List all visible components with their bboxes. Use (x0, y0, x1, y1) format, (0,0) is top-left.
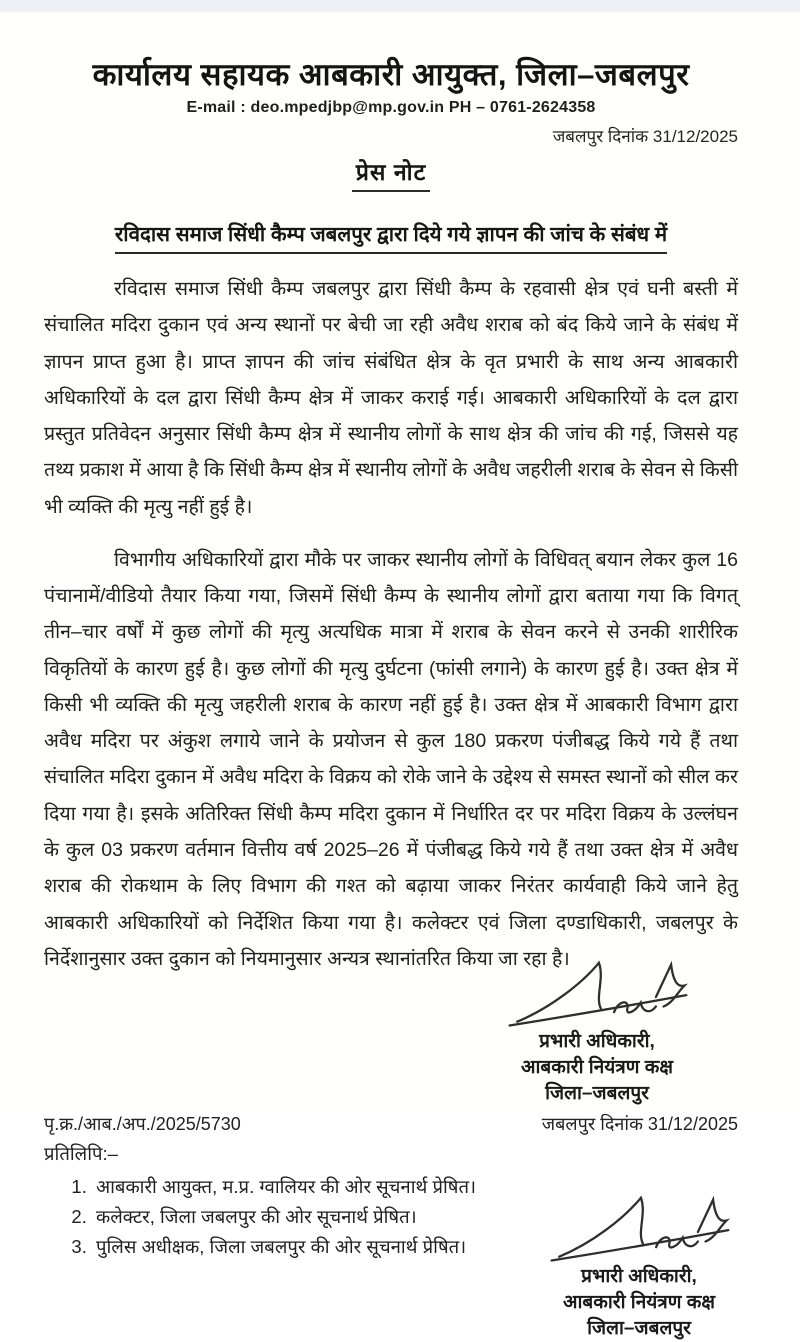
copy-list-item: 1. आबकारी आयुक्त, म.प्र. ग्वालियर की ओर सूचनार्थ प्रेषित। (92, 1172, 476, 1202)
copy-list-item: 3. पुलिस अधीक्षक, जिला जबलपुर की ओर सूचनार्थ प्रेषित। (92, 1232, 476, 1262)
office-title: कार्यालय सहायक आबकारी आयुक्त, जिला–जबलपुर (92, 57, 690, 92)
reference-row (44, 1112, 738, 1136)
body-paragraph-1: रविदास समाज सिंधी कैम्प जबलपुर द्वारा सिंधी कैम्प के रहवासी क्षेत्र एवं घनी बस्ती में संचालित मदिरा दुकान एवं अन्य स्थानों पर बेची जा रही अवैध शराब को बंद किये जाने के संबंध में ज्ञापन प्राप्त हुआ है। प्राप्त ज्ञापन की जांच संबंधित क्षेत्र के वृत प्रभारी के साथ अन्य आबकारी अधिकारियों के दल द्वारा सिंधी कैम्प क्षेत्र में जाकर कराई गई। आबकारी अधिकारियों के दल द्वारा प्रस्तुत प्रतिवेदन अनुसार सिंधी कैम्प क्षेत्र में स्थानीय लोगों के साथ क्षेत्र की जांच की गई, जिससे यह तथ्य प्रकाश में आया है कि सिंधी कैम्प क्षेत्र में स्थानीय लोगों के अवैध जहरीली शराब के सेवन से किसी भी व्यक्ति की मृत्यु नहीं हुई है। (44, 278, 738, 518)
contact-line: E-mail : deo.mpedjbp@mp.gov.in PH – 0761-2624358 (186, 99, 596, 116)
subject-heading: रविदास समाज सिंधी कैम्प जबलपुर द्वारा दिये गये ज्ञापन की जांच के संबंध में (44, 220, 738, 254)
date-line-bottom: जबलपुर दिनांक 31/12/2025 (541, 1113, 738, 1134)
copy-list-item: 2. कलेक्टर, जिला जबलपुर की ओर सूचनार्थ प्रेषित। (92, 1202, 476, 1232)
signatory-office: आबकारी नियंत्रण कक्ष (521, 1057, 673, 1079)
signature-block-1 (502, 957, 692, 1108)
copies-list (44, 1166, 476, 1262)
signatory-title: प्रभारी अधिकारी, (539, 1031, 655, 1053)
copies-label: प्रतिलिपि:– (44, 1142, 118, 1164)
bottom-row (44, 1166, 738, 1342)
doc-type-heading: प्रेस नोट (44, 155, 738, 192)
signatory-office: आबकारी नियंत्रण कक्ष (563, 1291, 715, 1313)
signatory-district: जिला–जबलपुर (587, 1318, 691, 1340)
ref-number: पृ.क्र./आब./अप./2025/5730 (44, 1113, 241, 1134)
signatory-district: जिला–जबलपुर (545, 1083, 649, 1105)
document-body (44, 271, 738, 977)
body-paragraph-2: विभागीय अधिकारियों द्वारा मौके पर जाकर स्थानीय लोगों के विधिवत् बयान लेकर कुल 16 पंचानामें/वीडियो तैयार किया गया, जिसमें सिंधी कैम्प के स्थानीय लोगों द्वारा बताया गया कि विगत् तीन–चार वर्षों में कुछ लोगों की मृत्यु अत्यधिक मात्रा में शराब के सेवन करने से उनकी शारीरिक विकृतियों के कारण हुई है। कुछ लोगों की मृत्यु दुर्घटना (फांसी लगाने) के कारण हुई है। उक्त क्षेत्र में किसी भी व्यक्ति की मृत्यु जहरीली शराब के कारण नहीं हुई है। उक्त क्षेत्र में आबकारी विभाग द्वारा अवैध मदिरा पर अंकुश लगाये जाने के प्रयोजन से कुल 180 प्रकरण पंजीबद्ध किये गये हैं तथा संचालित मदिरा दुकान में अवैध मदिरा के विक्रय को रोके जाने के उद्देश्य से समस्त स्थानों को सील कर दिया गया है। इसके अतिरिक्त सिंधी कैम्प मदिरा दुकान में निर्धारित दर पर मदिरा विक्रय के उल्लंघन के कुल 03 प्रकरण वर्तमान वित्तीय वर्ष 2025–26 में पंजीबद्ध किये गये हैं तथा उक्त क्षेत्र में अवैध शराब की रोकथाम के लिए विभाग की गश्त को बढ़ाया जाकर निरंतर कार्यवाही किये जाने हेतु आबकारी अधिकारियों को निर्देशित किया गया है। कलेक्टर एवं जिला दण्डाधिकारी, जबलपुर के निर्देशानुसार उक्त दुकान को नियमानुसार अन्यत्र स्थानांतरित किया जा रहा है। (44, 548, 738, 970)
scan-edge-strip (0, 0, 800, 13)
signatory-title: प्रभारी अधिकारी, (581, 1265, 697, 1287)
signature-block-2 (544, 1192, 734, 1342)
date-line-top: जबलपुर दिनांक 31/12/2025 (552, 127, 738, 146)
signature-icon (544, 1192, 734, 1272)
